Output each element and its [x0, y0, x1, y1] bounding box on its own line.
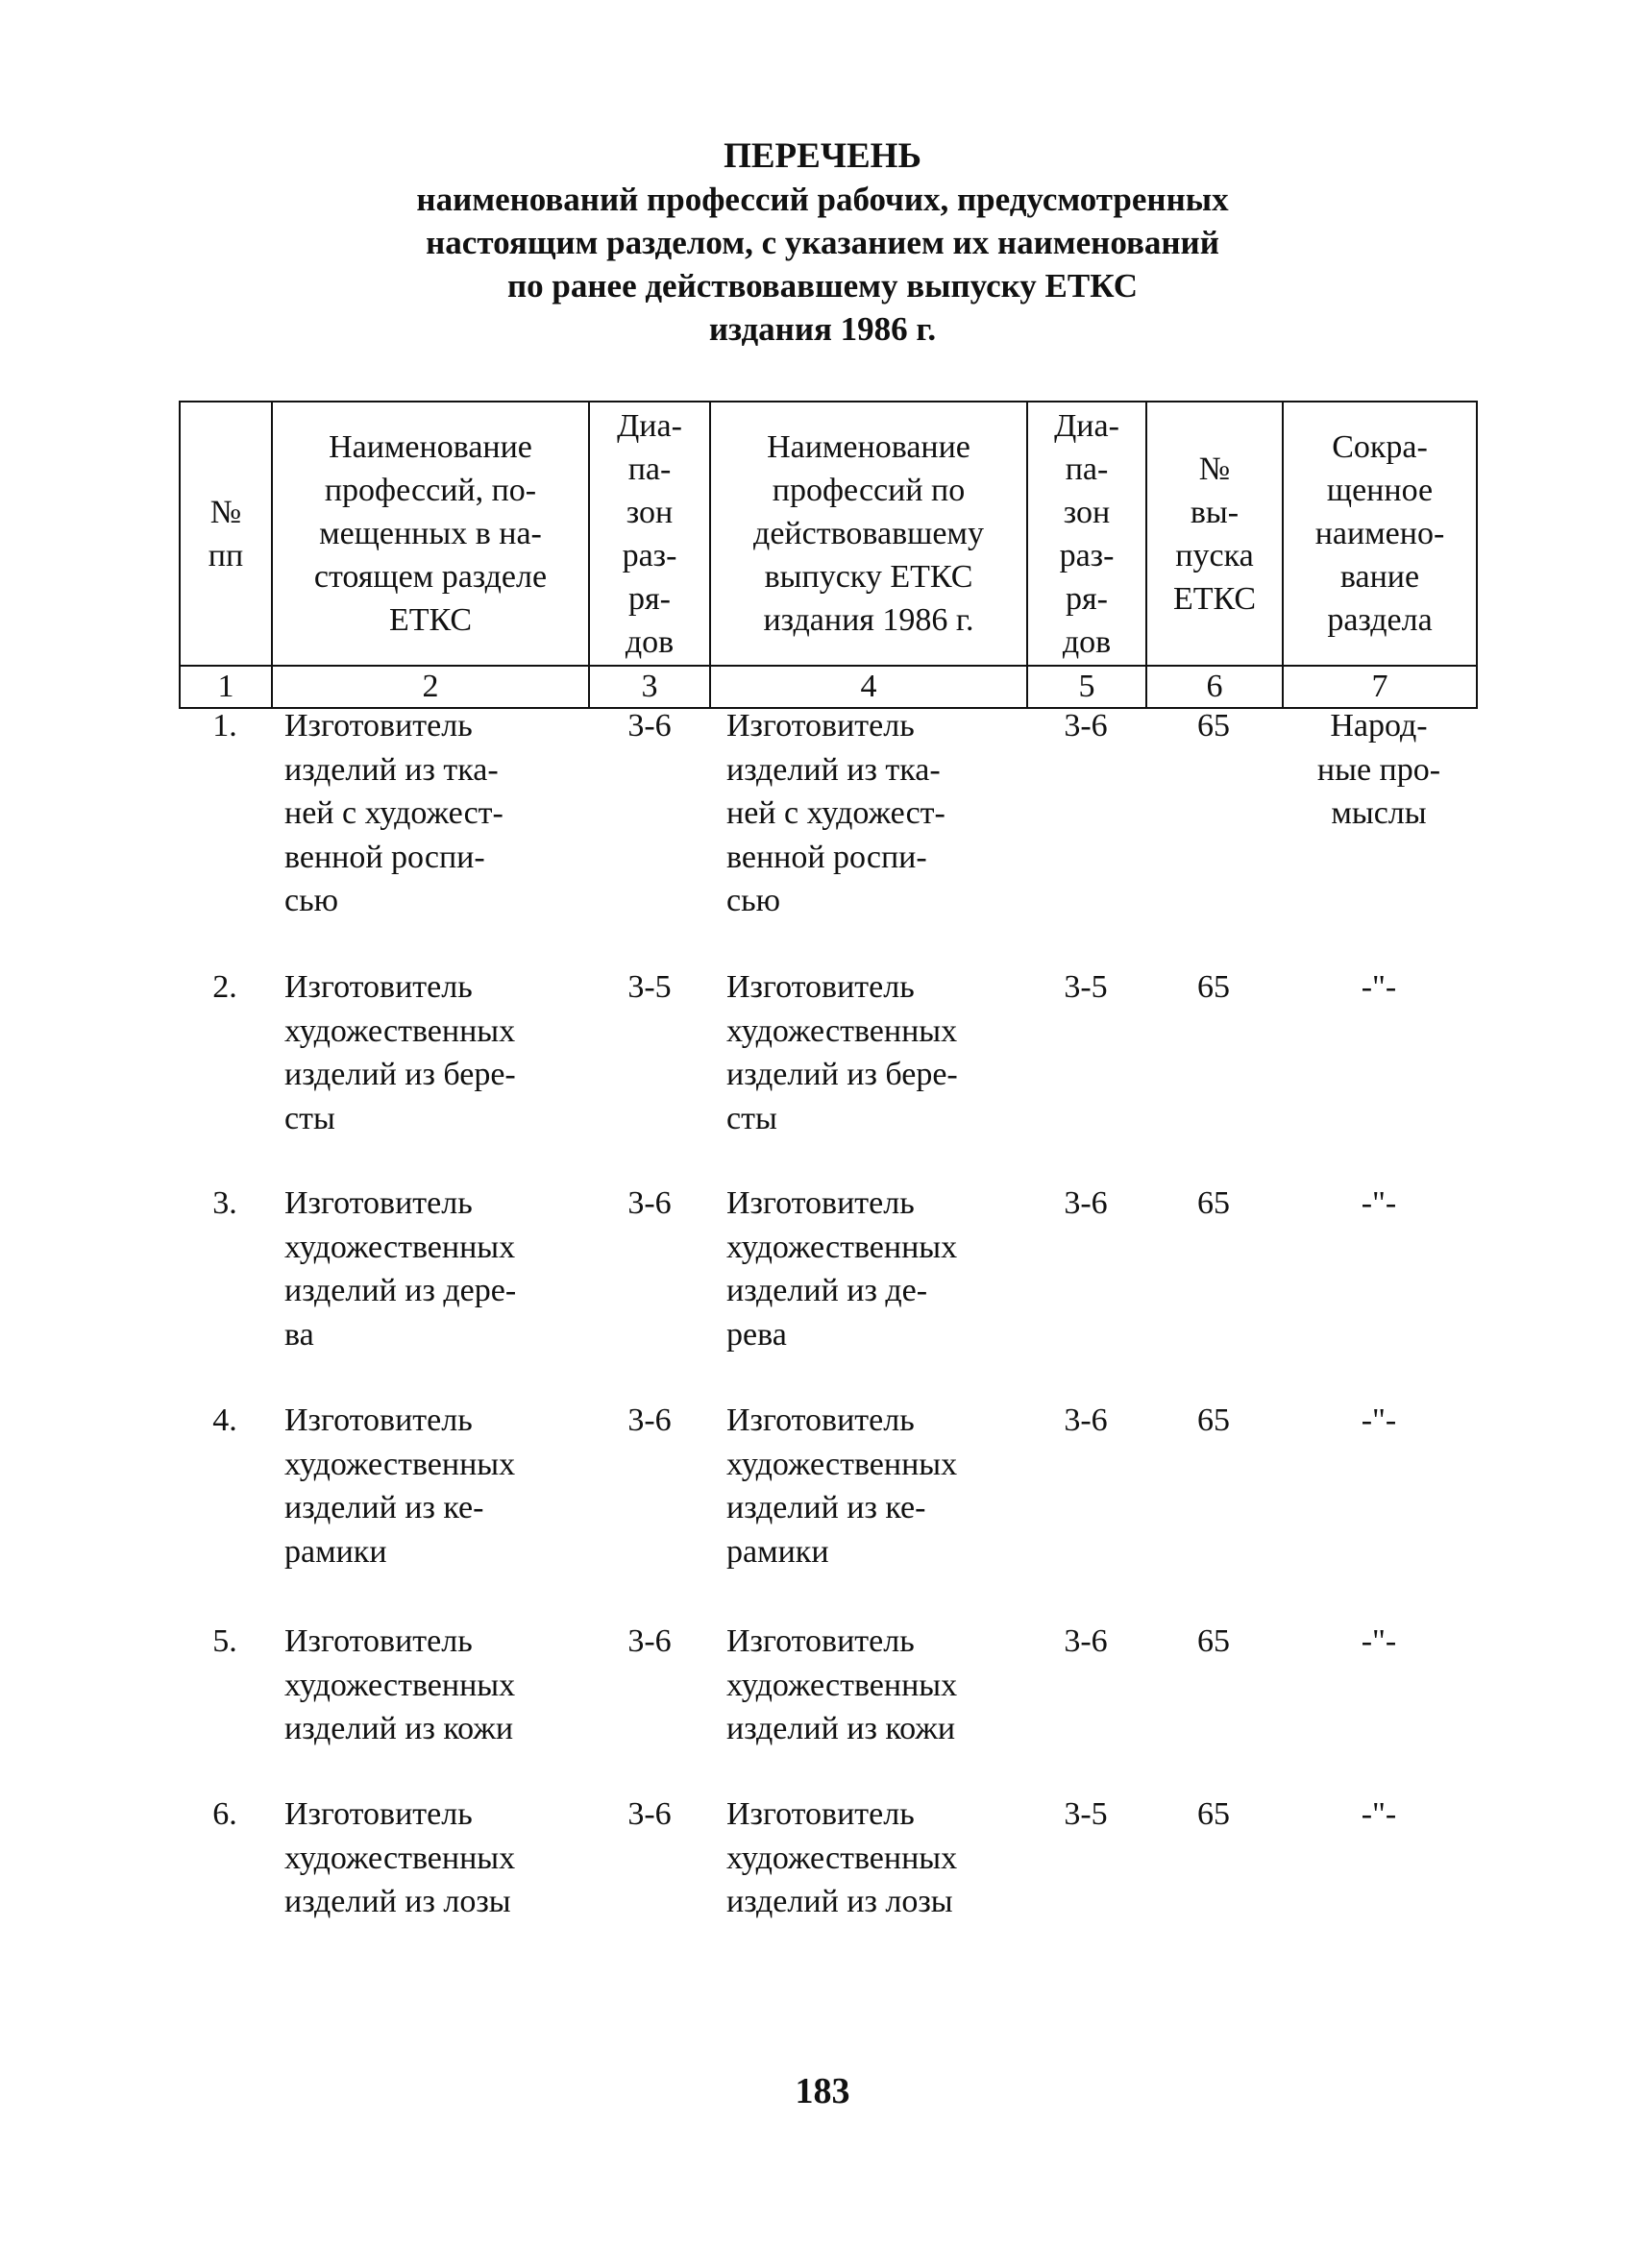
table-header	[179, 401, 1478, 709]
title-line-1: наименований профессий рабочих, предусмотренных	[416, 181, 1229, 218]
header-profession: Наименование профессий, по- мещенных в на- стоящем разделе ЕТКС	[272, 402, 589, 666]
row-number: 2.	[212, 969, 237, 1005]
old-grade-range: 3-6	[1064, 1623, 1108, 1659]
old-grade-range: 3-6	[1064, 1402, 1108, 1438]
column-number: 4	[710, 666, 1027, 708]
title-line-2: настоящим разделом, с указанием их наименований	[426, 224, 1219, 261]
column-number: 2	[272, 666, 589, 708]
profession-name: Изготовитель художественных изделий из кожи	[284, 1623, 516, 1746]
grade-range: 3-6	[627, 708, 672, 744]
row-number: 5.	[212, 1623, 237, 1659]
old-grade-range: 3-5	[1064, 1796, 1108, 1832]
grade-range: 3-6	[627, 1402, 672, 1438]
column-number: 6	[1146, 666, 1283, 708]
grade-range: 3-6	[627, 1185, 672, 1221]
issue-number: 65	[1197, 1185, 1230, 1221]
section-name: -"-	[1361, 1623, 1397, 1659]
section-name: -"-	[1361, 1402, 1397, 1438]
grade-range: 3-6	[627, 1623, 672, 1659]
profession-name: Изготовитель художественных изделий из лозы	[284, 1796, 516, 1919]
profession-name: Изготовитель изделий из тка- ней с художест- венной роспи- сью	[284, 708, 503, 918]
header-old-profession: Наименование профессий по действовавшему выпуску ЕТКС издания 1986 г.	[710, 402, 1027, 666]
section-name: -"-	[1361, 969, 1397, 1005]
old-grade-range: 3-6	[1064, 1185, 1108, 1221]
profession-name: Изготовитель художественных изделий из ке- рамики	[284, 1402, 516, 1570]
document-title	[0, 134, 1645, 351]
issue-number: 65	[1197, 708, 1230, 744]
section-name: Народ- ные про- мыслы	[1316, 708, 1441, 831]
column-number-row	[180, 666, 1477, 708]
old-profession-name: Изготовитель художественных изделий из бере- сты	[726, 969, 958, 1136]
header-row	[180, 402, 1477, 666]
header-issue: № вы- пуска ЕТКС	[1146, 402, 1283, 666]
profession-name: Изготовитель художественных изделий из дере- ва	[284, 1185, 517, 1353]
column-number: 1	[180, 666, 272, 708]
old-profession-name: Изготовитель художественных изделий из кожи	[726, 1623, 958, 1746]
row-number: 3.	[212, 1185, 237, 1221]
column-number: 3	[589, 666, 710, 708]
row-number: 4.	[212, 1402, 237, 1438]
issue-number: 65	[1197, 1402, 1230, 1438]
old-grade-range: 3-6	[1064, 708, 1108, 744]
title-line-4: издания 1986 г.	[708, 310, 937, 348]
grade-range: 3-6	[627, 1796, 672, 1832]
column-number: 7	[1283, 666, 1477, 708]
header-no: № пп	[180, 402, 272, 666]
column-number: 5	[1027, 666, 1146, 708]
profession-name: Изготовитель художественных изделий из бере- сты	[284, 969, 516, 1136]
old-profession-name: Изготовитель художественных изделий из лозы	[726, 1796, 958, 1919]
old-profession-name: Изготовитель изделий из тка- ней с художест- венной роспи- сью	[726, 708, 945, 918]
title-line-3: по ранее действовавшему выпуску ЕТКС	[506, 267, 1138, 305]
header-old-range: Диа- па- зон раз- ря- дов	[1027, 402, 1146, 666]
title-main: ПЕРЕЧЕНЬ	[724, 136, 921, 176]
old-grade-range: 3-5	[1064, 969, 1108, 1005]
issue-number: 65	[1197, 1623, 1230, 1659]
header-section: Сокра- щенное наимено- вание раздела	[1283, 402, 1477, 666]
old-profession-name: Изготовитель художественных изделий из де- рева	[726, 1185, 958, 1353]
section-name: -"-	[1361, 1185, 1397, 1221]
row-number: 6.	[212, 1796, 237, 1832]
issue-number: 65	[1197, 1796, 1230, 1832]
row-number: 1.	[212, 708, 237, 744]
page-number: 183	[795, 2071, 850, 2111]
issue-number: 65	[1197, 969, 1230, 1005]
section-name: -"-	[1361, 1796, 1397, 1832]
header-range: Диа- па- зон раз- ря- дов	[589, 402, 710, 666]
grade-range: 3-5	[627, 969, 672, 1005]
old-profession-name: Изготовитель художественных изделий из ке- рамики	[726, 1402, 958, 1570]
